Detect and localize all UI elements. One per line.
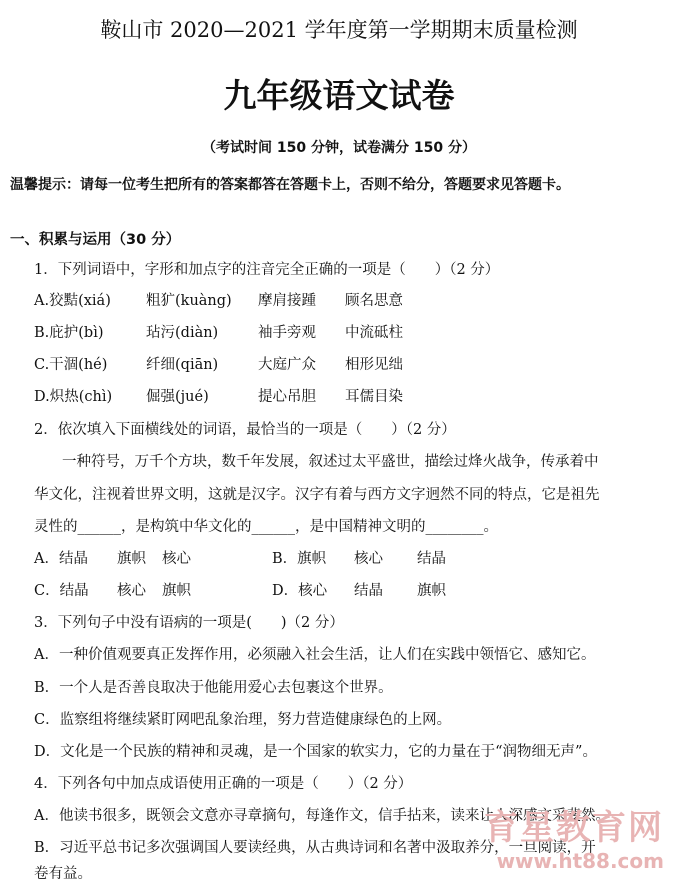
q1-option-b-word3: 袖手旁观 bbox=[258, 325, 316, 341]
q1-option-b-word2: 玷污(diàn) bbox=[146, 325, 219, 341]
q2-option-a-word3: 核心 bbox=[162, 551, 191, 567]
q1-option-a-word3: 摩肩接踵 bbox=[258, 293, 316, 309]
q1-option-a-word2: 粗犷(kuàng) bbox=[146, 293, 232, 309]
q2-option-d-word1: D．核心 bbox=[272, 583, 328, 599]
exam-info: （考试时间 150 分钟，试卷满分 150 分） bbox=[202, 140, 476, 156]
q1-option-d-word3: 提心吊胆 bbox=[258, 389, 316, 405]
q2-option-c-word2: 核心 bbox=[117, 583, 146, 599]
q2-option-a-word1: A．结晶 bbox=[34, 551, 88, 567]
q2-option-c-word1: C．结晶 bbox=[34, 583, 89, 599]
q1-option-d-word1: D.炽热(chì) bbox=[34, 389, 113, 405]
question-3-stem: 3．下列句子中没有语病的一项是( )（2 分） bbox=[34, 615, 344, 631]
q3-option-d: D．文化是一个民族的精神和灵魂，是一个国家的软实力，它的力量在于“润物细无声”。 bbox=[34, 744, 597, 760]
q3-option-c: C．监察组将继续紧盯网吧乱象治理，努力营造健康绿色的上网。 bbox=[34, 712, 452, 728]
q4-option-a: A．他读书很多，既领会文意亦寻章摘句，每逢作文，信手拈来，读来让人深感文采斐然。 bbox=[34, 808, 610, 824]
q2-option-b-word3: 结晶 bbox=[417, 551, 446, 567]
q1-option-b-word1: B.庇护(bì) bbox=[34, 325, 104, 341]
question-1-stem: 1．下列词语中，字形和加点字的注音完全正确的一项是（ ）（2 分） bbox=[34, 262, 500, 278]
instruction-tip: 温馨提示：请每一位考生把所有的答案都答在答题卡上，否则不给分，答题要求见答题卡。 bbox=[10, 177, 570, 193]
q1-option-a-word4: 顾名思意 bbox=[345, 293, 403, 309]
q4-option-b: B．习近平总书记多次强调国人要读经典，从古典诗词和名著中汲取养分，一旦阅读，开 bbox=[34, 840, 596, 856]
q1-option-d-word2: 倔强(jué) bbox=[146, 389, 209, 405]
q2-passage-line: 灵性的______，是构筑中华文化的______，是中国精神文明的________。 bbox=[34, 519, 498, 535]
q2-passage-line: 华文化，注视着世界文明，这就是汉字。汉字有着与西方文字迥然不同的特点，它是祖先 bbox=[34, 487, 600, 503]
q3-option-a: A．一种价值观要真正发挥作用，必须融入社会生活，让人们在实践中领悟它、感知它。 bbox=[34, 647, 596, 663]
q1-option-c-word2: 纤细(qiān) bbox=[146, 357, 219, 373]
watermark-url: www.ht88.com bbox=[496, 849, 664, 873]
q1-option-c-word3: 大庭广众 bbox=[258, 357, 316, 373]
question-4-stem: 4．下列各句中加点成语使用正确的一项是（ ）（2 分） bbox=[34, 776, 413, 792]
question-2-stem: 2．依次填入下面横线处的词语，最恰当的一项是（ ）（2 分） bbox=[34, 422, 456, 438]
section-heading: 一、积累与运用（30 分） bbox=[10, 232, 181, 248]
exam-title: 鞍山市 2020—2021 学年度第一学期期末质量检测 bbox=[100, 18, 578, 42]
q4-option-b-continued: 卷有益。 bbox=[34, 866, 92, 882]
q1-option-b-word4: 中流砥柱 bbox=[345, 325, 403, 341]
q2-option-d-word2: 结晶 bbox=[354, 583, 383, 599]
watermark-brand: 育星教育网 bbox=[484, 808, 664, 848]
q1-option-c-word4: 相形见绌 bbox=[345, 357, 403, 373]
q2-option-b-word2: 核心 bbox=[354, 551, 383, 567]
q2-option-c-word3: 旗帜 bbox=[162, 583, 191, 599]
q1-option-d-word4: 耳儒目染 bbox=[345, 389, 403, 405]
q1-option-a-word1: A.狡黠(xiá) bbox=[34, 293, 111, 309]
q2-option-b-word1: B．旗帜 bbox=[272, 551, 327, 567]
q1-option-c-word1: C.干涸(hé) bbox=[34, 357, 108, 373]
q2-option-a-word2: 旗帜 bbox=[117, 551, 146, 567]
q2-passage-line: 一种符号，万千个方块，数千年发展，叙述过太平盛世，描绘过烽火战争，传承着中 bbox=[62, 454, 599, 470]
q2-option-d-word3: 旗帜 bbox=[417, 583, 446, 599]
q3-option-b: B．一个人是否善良取决于他能用爱心去包裹这个世界。 bbox=[34, 680, 393, 696]
watermark bbox=[484, 800, 664, 873]
subject-title: 九年级语文试卷 bbox=[223, 76, 455, 115]
